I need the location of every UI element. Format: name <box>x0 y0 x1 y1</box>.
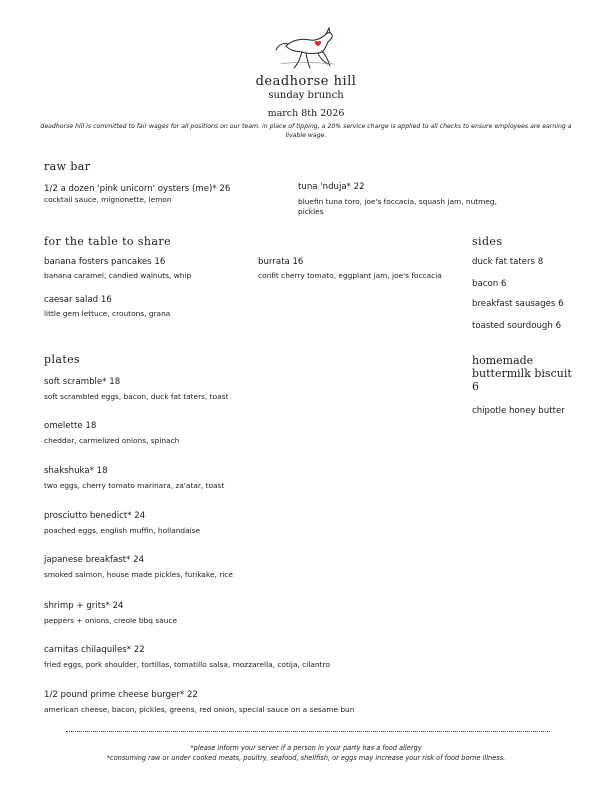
item-desc: confit cherry tomato, eggplant jam, joe's foccacia <box>258 271 442 280</box>
item-name: caesar salad 16 <box>44 295 112 305</box>
item-name: japanese breakfast* 24 <box>44 555 145 565</box>
item-desc: smoked salmon, house made pickles, furikake, rice <box>44 570 233 579</box>
item-desc: fried eggs, pork shoulder, tortillas, tomatillo salsa, mozzarella, cotija, cilantro <box>44 660 330 669</box>
item-desc: poached eggs, english muffin, hollandaise <box>44 526 201 535</box>
item-desc: two eggs, cherry tomato marinara, za'atar, toast <box>44 481 225 490</box>
item-name: carnitas chilaquiles* 22 <box>44 645 145 655</box>
item-name: omelette 18 <box>44 421 97 431</box>
list-item <box>44 555 464 580</box>
list-item <box>44 601 464 626</box>
list-item <box>44 645 484 670</box>
item-desc: banana caramel, candied walnuts, whip <box>44 271 192 280</box>
item-name: shakshuka* 18 <box>44 466 108 476</box>
meal-title: sunday brunch <box>268 90 344 101</box>
list-item <box>44 421 464 446</box>
item-desc: peppers + onions, creole bbq sauce <box>44 616 178 625</box>
raw-food-warning: *consuming raw or under cooked meats, poultry, seafood, shellfish, or eggs may increase your risk of food borne illness. <box>106 754 506 762</box>
biscuit-title: homemade buttermilk biscuit 6 <box>472 354 572 393</box>
item-name: banana fosters pancakes 16 <box>44 257 166 267</box>
list-item <box>44 466 464 491</box>
list-item <box>44 377 464 402</box>
side-item: breakfast sausages 6 <box>472 299 564 309</box>
item-desc: cheddar, carmelized onions, spinach <box>44 436 180 445</box>
side-item: toasted sourdough 6 <box>472 321 562 331</box>
item-desc: bluefin tuna toro, joe's foccacia, squash jam, nutmeg, pickles <box>298 197 497 216</box>
item-name: prosciutto benedict* 24 <box>44 511 146 521</box>
list-item <box>44 295 254 319</box>
raw-bar-heading: raw bar <box>44 160 91 173</box>
item-name: 1/2 a dozen 'pink unicorn' oysters (me)* 26 <box>44 184 231 194</box>
share-heading: for the table to share <box>44 235 171 248</box>
list-item <box>44 690 524 715</box>
list-item <box>258 257 458 281</box>
list-item <box>298 182 498 217</box>
list-item <box>44 184 284 205</box>
item-name: burrata 16 <box>258 257 304 267</box>
item-name: soft scramble* 18 <box>44 377 121 387</box>
biscuit-desc: chipotle honey butter <box>472 406 565 416</box>
side-item: duck fat taters 8 <box>472 257 544 267</box>
sides-heading: sides <box>472 235 503 248</box>
item-desc: cocktail sauce, mignonette, lemon <box>44 195 172 204</box>
item-desc: little gem lettuce, croutons, grana <box>44 309 171 318</box>
item-name: shrimp + grits* 24 <box>44 601 124 611</box>
side-item: bacon 6 <box>472 279 507 289</box>
wage-note: deadhorse hill is committed to fair wages for all positions on our team. in place of tipping, a 20% service charge is applied to all checks to ensure employees are earning a livable wage. <box>40 123 572 139</box>
menu-date: march 8th 2026 <box>267 108 345 119</box>
item-desc: soft scrambled eggs, bacon, duck fat taters, toast <box>44 392 229 401</box>
list-item <box>44 511 464 536</box>
item-name: tuna 'nduja* 22 <box>298 182 365 192</box>
plates-heading: plates <box>44 353 81 366</box>
item-name: 1/2 pound prime cheese burger* 22 <box>44 690 198 700</box>
item-desc: american cheese, bacon, pickles, greens, red onion, special sauce on a sesame bun <box>44 705 355 714</box>
allergy-note: *please inform your server if a person in your party has a food allergy <box>190 744 422 752</box>
list-item <box>44 257 254 281</box>
restaurant-name: deadhorse hill <box>255 74 357 89</box>
horse-icon <box>272 24 342 74</box>
dotted-divider <box>66 731 550 732</box>
